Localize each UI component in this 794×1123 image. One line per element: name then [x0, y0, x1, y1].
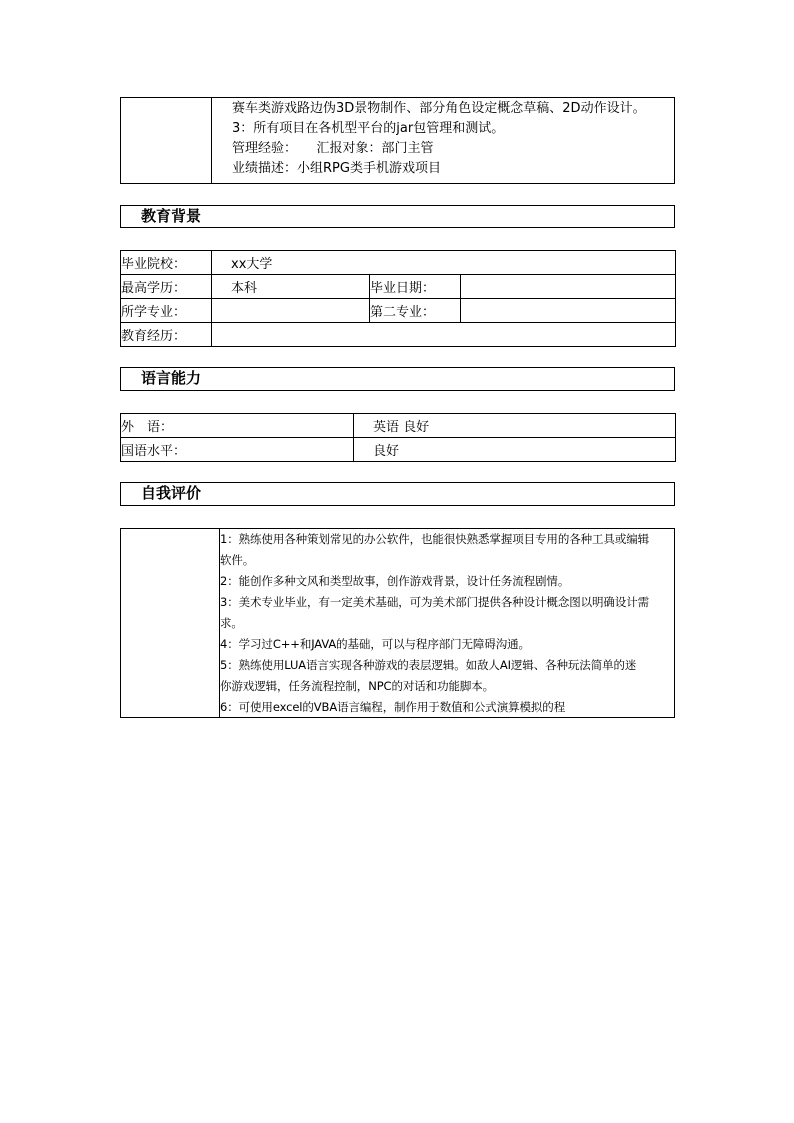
history-label: 教育经历： [121, 323, 212, 347]
degree-value: 本科 [212, 275, 370, 299]
self-eval-line: 5：熟练使用LUA语言实现各种游戏的表层逻辑。如敌人AI逻辑、各种玩法简单的迷 [220, 658, 637, 672]
major-value [212, 299, 370, 323]
self-eval-line: 6：可使用excel的VBA语言编程，制作用于数值和公式演算模拟的程 [220, 700, 566, 714]
self-eval-line: 你游戏逻辑，任务流程控制，NPC的对话和功能脚本。 [220, 679, 495, 693]
section-header-education [120, 205, 675, 228]
work-experience-label-cell [121, 98, 212, 183]
table-row [121, 414, 676, 438]
section-title: 教育背景 [141, 207, 202, 225]
section-title: 语言能力 [141, 369, 202, 387]
education-table [120, 250, 676, 347]
mandarin-value: 良好 [354, 438, 676, 462]
language-table [120, 413, 676, 462]
history-value [212, 323, 676, 347]
self-eval-line: 3：美术专业毕业，有一定美术基础，可为美术部门提供各种设计概念图以明确设计需 [220, 595, 650, 609]
table-row [121, 299, 676, 323]
self-eval-line: 4：学习过C++和JAVA的基础，可以与程序部门无障碍沟通。 [220, 637, 530, 651]
foreign-language-value: 英语 良好 [354, 414, 676, 438]
second-major-value [461, 299, 676, 323]
grad-date-value [461, 275, 676, 299]
work-experience-content [232, 99, 674, 179]
work-line: 管理经验： 汇报对象：部门主管 [232, 141, 434, 156]
self-eval-line: 求。 [220, 616, 243, 630]
self-eval-line: 软件。 [220, 553, 255, 567]
self-evaluation-table [120, 528, 675, 718]
section-header-self-evaluation [120, 482, 675, 506]
mandarin-label: 国语水平： [121, 438, 354, 462]
self-evaluation-content [220, 529, 674, 718]
foreign-language-label: 外 语： [121, 414, 354, 438]
work-line: 3：所有项目在各机型平台的jar包管理和测试。 [232, 121, 505, 136]
work-line: 赛车类游戏路边伪3D景物制作、部分角色设定概念草稿、2D动作设计。 [232, 101, 646, 116]
self-eval-line: 1：熟练使用各种策划常见的办公软件，也能很快熟悉掌握项目专用的各种工具或编辑 [220, 532, 650, 546]
major-label: 所学专业： [121, 299, 212, 323]
table-row [121, 438, 676, 462]
table-row [121, 275, 676, 299]
degree-label: 最高学历： [121, 275, 212, 299]
school-label: 毕业院校： [121, 251, 212, 275]
self-eval-line: 2：能创作多种文风和类型故事，创作游戏背景，设计任务流程剧情。 [220, 574, 570, 588]
work-experience-table [120, 97, 675, 184]
second-major-label: 第二专业： [370, 299, 461, 323]
section-title: 自我评价 [141, 484, 202, 502]
self-evaluation-label-cell [121, 529, 220, 717]
grad-date-label: 毕业日期： [370, 275, 461, 299]
school-value: xx大学 [212, 251, 676, 275]
work-line: 业绩描述：小组RPG类手机游戏项目 [232, 161, 441, 176]
table-row [121, 323, 676, 347]
table-row [121, 251, 676, 275]
section-header-language [120, 367, 675, 391]
